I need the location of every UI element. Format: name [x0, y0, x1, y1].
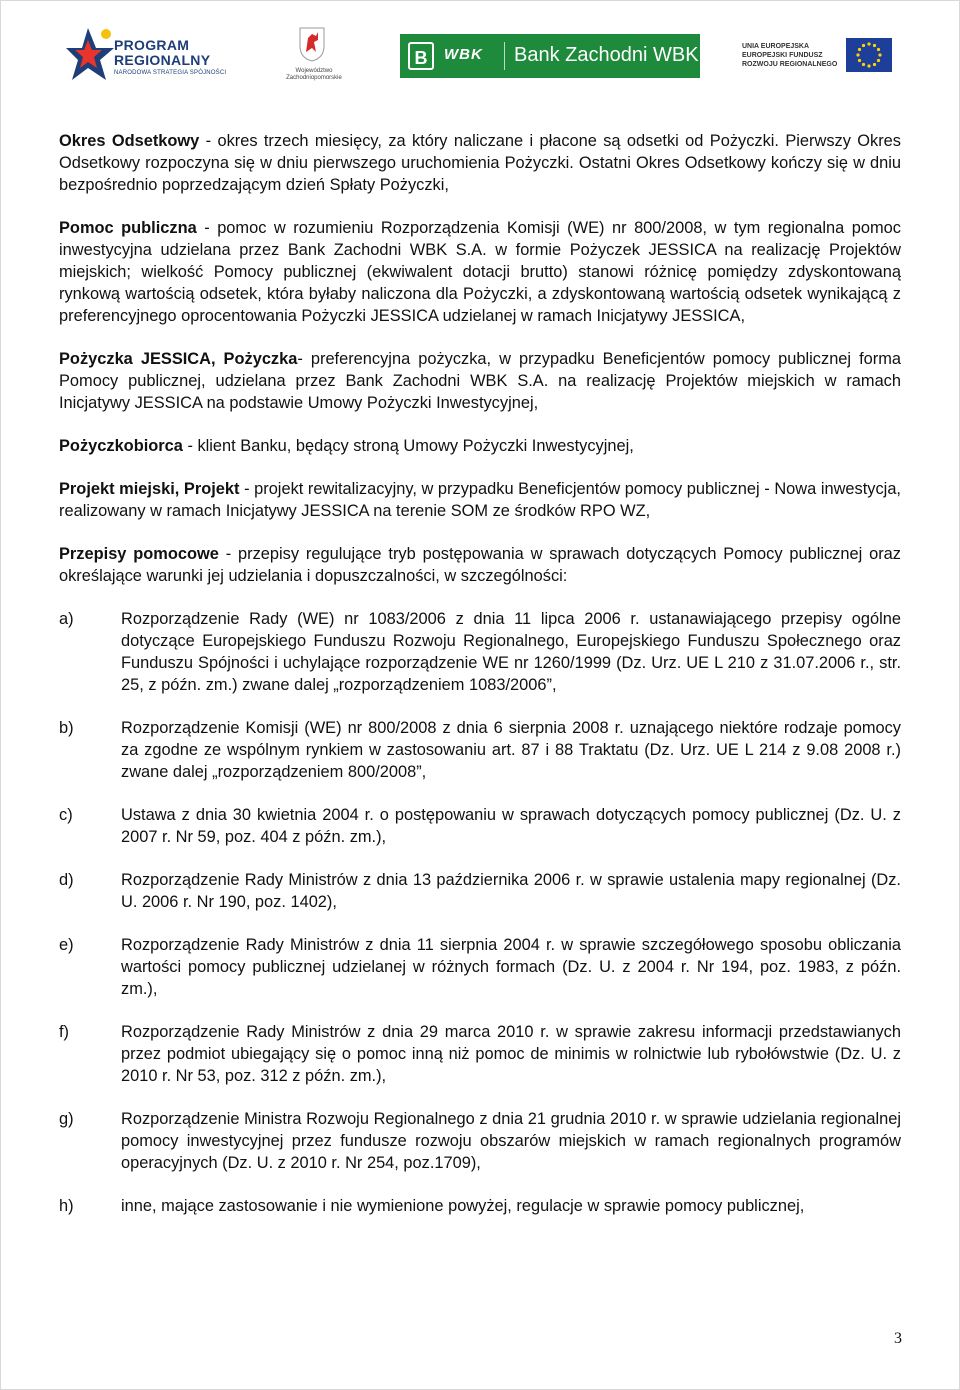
list-label: d) [59, 871, 74, 889]
definition-okres-odsetkowy [59, 130, 901, 196]
eu-line-1: UNIA EUROPEJSKA [742, 43, 810, 50]
list-item [59, 804, 901, 848]
definition-text: - przepisy regulujące tryb postępowania w sprawach dotyczących Pomocy publicznej oraz określające warunki jej udzielania i dopuszczalności, w szczególności: [59, 545, 901, 585]
eu-line-3: ROZWOJU REGIONALNEGO [742, 61, 838, 68]
definition-term: Pożyczkobiorca [59, 437, 183, 455]
definition-przepisy-pomocowe [59, 543, 901, 587]
document-body [59, 130, 901, 1217]
definition-term: Okres Odsetkowy [59, 132, 200, 150]
eu-logo [742, 38, 892, 88]
list-text: Rozporządzenie Komisji (WE) nr 800/2008 z dnia 6 sierpnia 2008 r. uznającego niektóre rodzaje pomocy za zgodne ze wspólnym rynkiem w zastosowaniu art. 87 i 88 Traktatu (Dz. Urz. UE L 214 z 9.08 2008 r.) zwane dalej „rozporządzeniem 800/2008”, [121, 719, 901, 781]
definition-pomoc-publiczna [59, 217, 901, 327]
list-label: b) [59, 719, 74, 737]
definition-term: Pomoc publiczna [59, 219, 197, 237]
definition-text: - okres trzech miesięcy, za który naliczane i płacone są odsetki od Pożyczki. Pierwszy Okres Odsetkowy rozpoczyna się w dniu pierwszego uruchomienia Pożyczki. Ostatni Okres Odsetkowy kończy się w dniu bezpośrednio poprzedzającym dzień Spłaty Pożyczki, [59, 132, 901, 194]
wojewodztwo-text: Województwo Zachodniopomorskie [286, 68, 342, 81]
wojewodztwo-logo [276, 26, 352, 88]
bank-box-icon: B [408, 42, 434, 70]
definition-term: Przepisy pomocowe [59, 545, 219, 563]
list-text: Rozporządzenie Rady (WE) nr 1083/2006 z dnia 11 lipca 2006 r. ustanawiającego przepisy ogólne dotyczące Europejskiego Funduszu Rozwoju Regionalnego, Europejskiego Funduszu Społecznego oraz Funduszu Spójności i uchylające rozporządzenie WE nr 1260/1999 (Dz. Urz. UE L 210 z 31.07.2006 r., str. 25, z późn. zm.) zwane dalej „rozporządzeniem 1083/2006”, [121, 610, 901, 694]
list-item [59, 717, 901, 783]
program-tagline: NARODOWA STRATEGIA SPÓJNOŚCI [114, 70, 227, 76]
definition-pozyczka-jessica [59, 348, 901, 414]
eu-line-2: EUROPEJSKI FUNDUSZ [742, 52, 823, 59]
list-text: Rozporządzenie Rady Ministrów z dnia 11 sierpnia 2004 r. w sprawie szczegółowego sposobu obliczania wartości pomocy publicznej udzielanej w różnych formach (Dz. U. z 2004 r. Nr 194, poz. 1983, z późn. zm.), [121, 936, 901, 998]
list-text: Rozporządzenie Rady Ministrów z dnia 29 marca 2010 r. w sprawie zakresu informacji przedstawianych przez podmiot ubiegający się o pomoc inną niż pomoc de minimis w rolnictwie lub rybołówstwie (Dz. U. z 2010 r. Nr 53, poz. 312 z późn. zm.), [121, 1023, 901, 1085]
list-item [59, 1108, 901, 1174]
list-item [59, 1195, 901, 1217]
program-regionalny-logo [66, 26, 246, 84]
list-label: a) [59, 610, 74, 628]
list-text: Ustawa z dnia 30 kwietnia 2004 r. o postępowaniu w sprawach dotyczących pomocy publicznej (Dz. U. z 2007 r. Nr 59, poz. 404 z późn. zm.), [121, 806, 901, 846]
bank-name: Bank Zachodni WBK [514, 44, 699, 66]
bank-short-name: WBK [444, 46, 483, 63]
eu-flag-icon [846, 38, 892, 72]
list-label: g) [59, 1110, 74, 1128]
list-label: e) [59, 936, 74, 954]
list-text: inne, mające zastosowanie i nie wymienione powyżej, regulacje w sprawie pomocy publicznej, [121, 1197, 805, 1215]
header-logos [0, 20, 960, 90]
list-item [59, 869, 901, 913]
program-title: PROGRAM REGIONALNY [114, 37, 211, 68]
list-label: h) [59, 1197, 74, 1215]
page-number: 3 [894, 1330, 902, 1347]
list-item [59, 934, 901, 1000]
bank-zachodni-wbk-logo [400, 34, 700, 78]
definition-text: - pomoc w rozumieniu Rozporządzenia Komisji (WE) nr 800/2008, w tym regionalna pomoc inwestycyjna udzielana przez Bank Zachodni WBK S.A. w formie Pożyczek JESSICA na realizację Projektów miejskich; wielkość Pomocy publicznej (ekwiwalent dotacji brutto) stanowi różnicę pomiędzy zdyskontowaną rynkową wartością odsetek, która byłaby naliczona dla Pożyczki, a zdyskontowaną wartością odsetek wynikającą z preferencyjnego oprocentowania Pożyczki JESSICA udzielanej w ramach Inicjatywy JESSICA, [59, 219, 901, 325]
list-text: Rozporządzenie Ministra Rozwoju Regionalnego z dnia 21 grudnia 2010 r. w sprawie udzielania regionalnej pomocy inwestycyjnej przez fundusze rozwoju obszarów miejskich w ramach regionalnych programów operacyjnych (Dz. U. z 2010 r. Nr 254, poz.1709), [121, 1110, 901, 1172]
definition-term: Pożyczka JESSICA, Pożyczka [59, 350, 298, 368]
list-text: Rozporządzenie Rady Ministrów z dnia 13 października 2006 r. w sprawie ustalenia mapy regionalnej (Dz. U. 2006 r. Nr 190, poz. 1402), [121, 871, 901, 911]
program-star-icon [66, 26, 116, 82]
bank-logo-divider [504, 42, 505, 70]
list-item [59, 1021, 901, 1087]
definition-text: - klient Banku, będący stroną Umowy Pożyczki Inwestycyjnej, [182, 437, 634, 455]
list-label: f) [59, 1023, 70, 1041]
definition-projekt-miejski [59, 478, 901, 522]
list-item [59, 608, 901, 696]
list-label: c) [59, 806, 73, 824]
definition-pozyczkobiorca [59, 435, 901, 457]
griffin-crest-icon [298, 26, 326, 62]
definition-term: Projekt miejski, Projekt [59, 480, 240, 498]
definition-text: - preferencyjna pożyczka, w przypadku Beneficjentów pomocy publicznej forma Pomocy publicznej, udzielana przez Bank Zachodni WBK S.A. na realizację Projektów miejskich w ramach Inicjatywy JESSICA na podstawie Umowy Pożyczki Inwestycyjnej, [59, 350, 901, 412]
definition-text: - projekt rewitalizacyjny, w przypadku Beneficjentów pomocy publicznej - Nowa inwestycja, realizowany w ramach Inicjatywy JESSICA na terenie SOM ze środków RPO WZ, [59, 480, 901, 520]
